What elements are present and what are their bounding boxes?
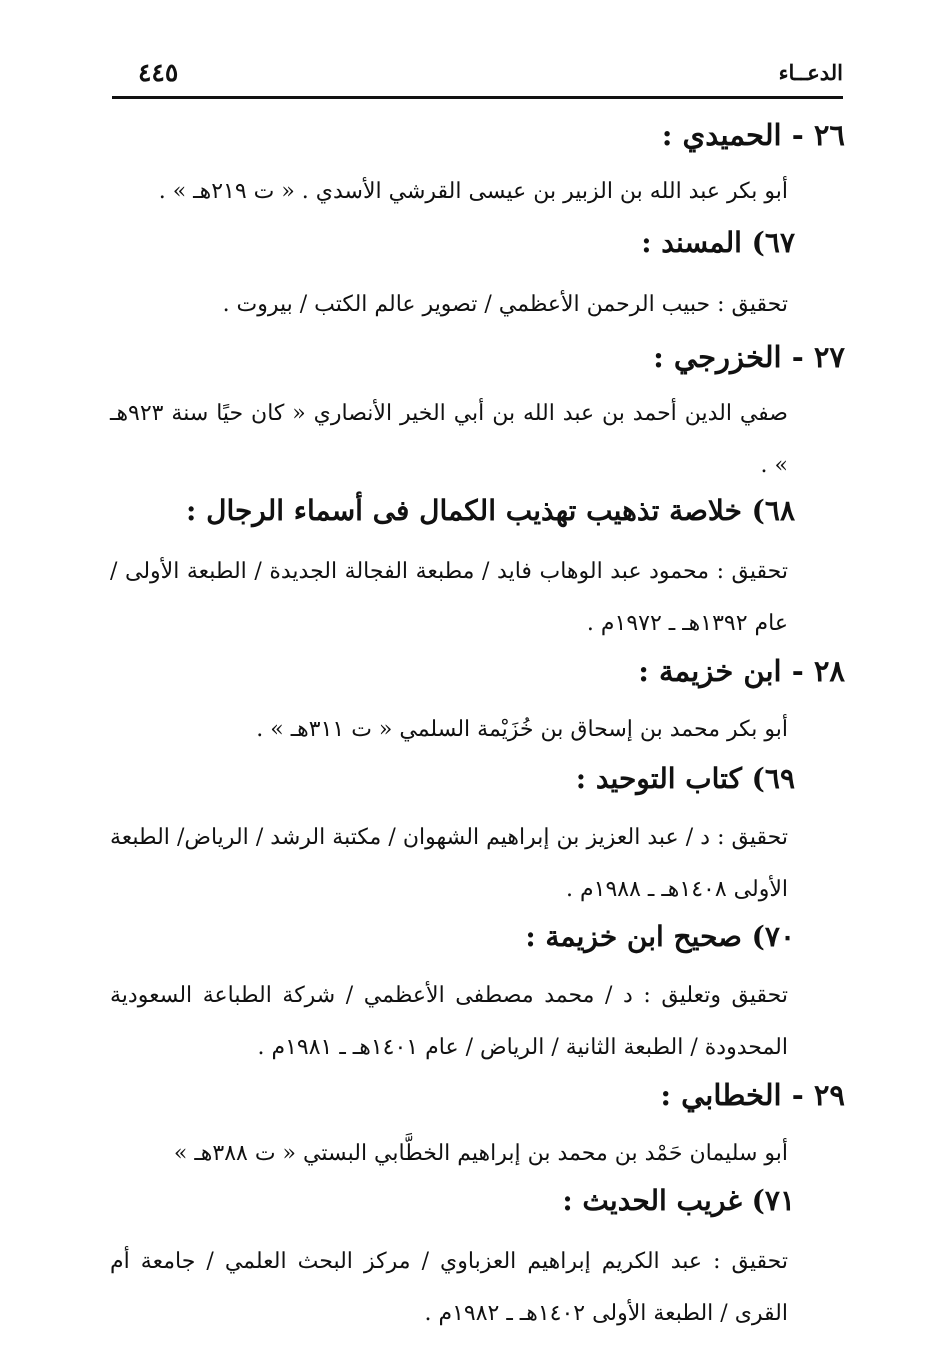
- book-title-69: ٦٩) كتاب التوحيد :: [575, 762, 795, 795]
- person-heading-28: ٢٨ - ابن خزيمة :: [638, 654, 845, 688]
- running-header-title: الدعــاء: [778, 60, 843, 85]
- person-heading-27: ٢٧ - الخزرجي :: [653, 340, 845, 374]
- header-divider: [112, 96, 843, 99]
- person-bio-27: صفي الدين أحمد بن عبد الله بن أبي الخير الأنصاري « كان حيًا سنة ٩٢٣هـ » .: [110, 401, 788, 478]
- book-details-71: تحقيق : عبد الكريم إبراهيم العزباوي / مركز البحث العلمي / جامعة أم القرى / الطبعة الأولى ١٤٠٢هـ ـ ١٩٨٢م .: [110, 1249, 788, 1326]
- person-bio-26: أبو بكر عبد الله بن الزبير بن عيسى القرشي الأسدي . « ت ٢١٩هـ » .: [158, 179, 788, 204]
- person-heading-26: ٢٦ - الحميدي :: [661, 118, 845, 152]
- book-title-71: ٧١) غريب الحديث :: [562, 1184, 795, 1217]
- book-details-68: تحقيق : محمود عبد الوهاب فايد / مطبعة الفجالة الجديدة / الطبعة الأولى / عام ١٣٩٢هـ ـ ١٩٧٢م .: [110, 559, 788, 636]
- page-number: ٤٤٥: [138, 58, 179, 87]
- person-heading-29: ٢٩ - الخطابي :: [660, 1078, 845, 1112]
- book-title-67: ٦٧) المسند :: [641, 226, 795, 259]
- person-bio-28: أبو بكر محمد بن إسحاق بن خُزَيْمة السلمي « ت ٣١١هـ » .: [256, 717, 788, 742]
- book-details-70: تحقيق وتعليق : د / محمد مصطفى الأعظمي / شركة الطباعة السعودية المحدودة / الطبعة الثانية / الرياض / عام ١٤٠١هـ ـ ١٩٨١م .: [110, 983, 788, 1060]
- book-title-68: ٦٨) خلاصة تذهيب تهذيب الكمال فى أسماء الرجال :: [186, 494, 795, 527]
- book-title-70: ٧٠) صحيح ابن خزيمة :: [525, 920, 795, 953]
- book-details-69: تحقيق : د / عبد العزيز بن إبراهيم الشهوان / مكتبة الرشد / الرياض/ الطبعة الأولى ١٤٠٨هـ ـ ١٩٨٨م .: [110, 825, 788, 902]
- person-bio-29: أبو سليمان حَمْد بن محمد بن إبراهيم الخطَّابي البستي « ت ٣٨٨هـ »: [173, 1141, 788, 1166]
- book-details-67: تحقيق : حبيب الرحمن الأعظمي / تصوير عالم الكتب / بيروت .: [222, 292, 788, 317]
